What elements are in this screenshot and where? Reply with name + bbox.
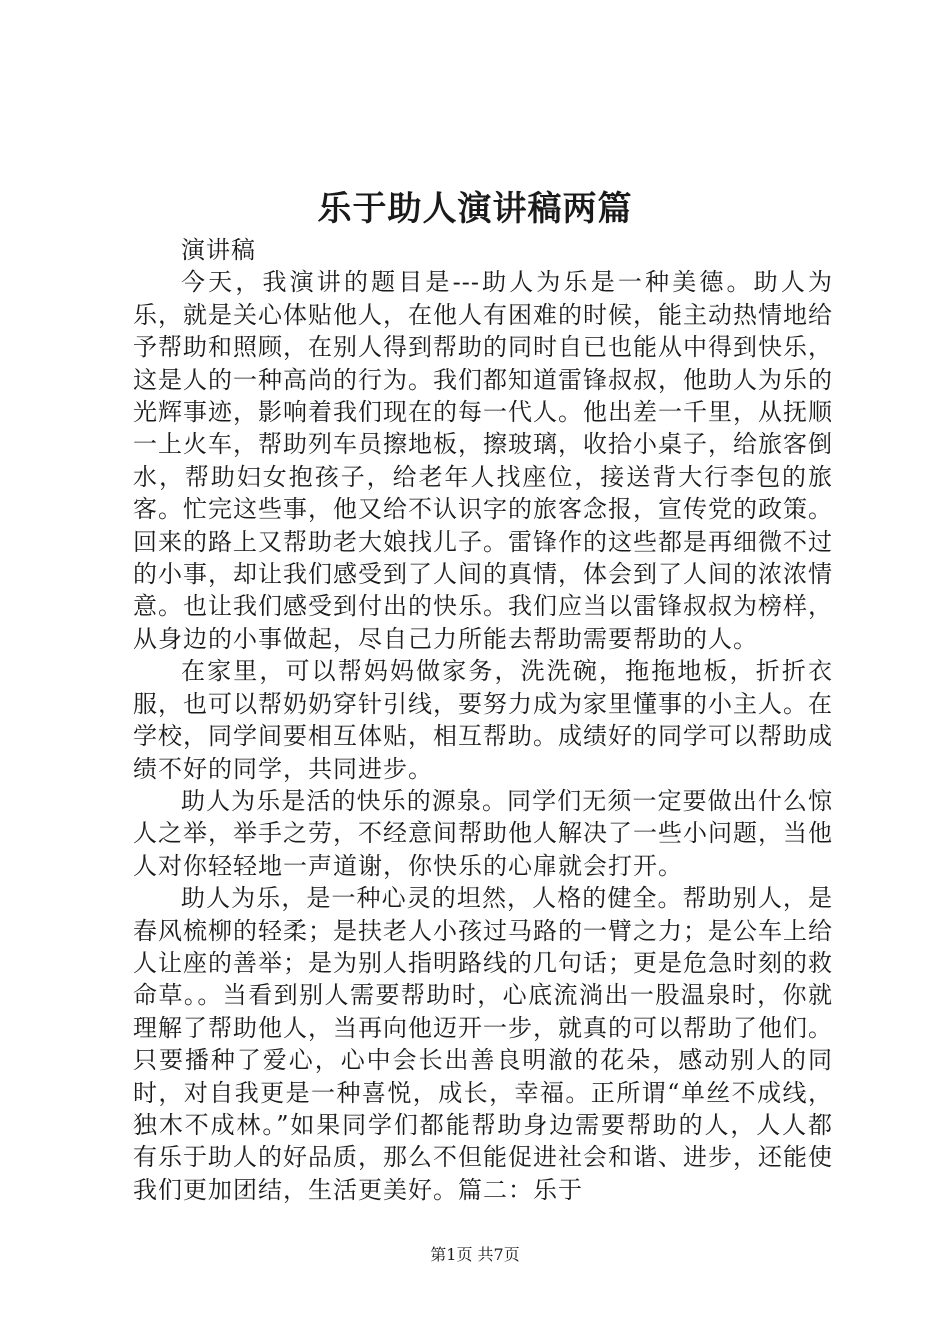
paragraph: 助人为乐是活的快乐的源泉。同学们无须一定要做出什么惊人之举，举手之劳，不经意间帮助他人解决了一些小问题，当他人对你轻轻地一声道谢，你快乐的心扉就会打开。: [133, 786, 833, 880]
document-body: [133, 234, 833, 1206]
paragraph: 今天，我演讲的题目是---助人为乐是一种美德。助人为乐，就是关心体贴他人，在他人有困难的时候，能主动热情地给予帮助和照顾，在别人得到帮助的同时自已也能从中得到快乐，这是人的一种高尚的行为。我们都知道雷锋叔叔，他助人为乐的光辉事迹，影响着我们现在的每一代人。他出差一千里，从抚顺一上火车，帮助列车员擦地板，擦玻璃，收拾小桌子，给旅客倒水，帮助妇女抱孩子，给老年人找座位，接送背大行李包的旅客。忙完这些事，他又给不认识字的旅客念报，宣传党的政策。回来的路上又帮助老大娘找儿子。雷锋作的这些都是再细微不过的小事，却让我们感受到了人间的真情，体会到了人间的浓浓情意。也让我们感受到付出的快乐。我们应当以雷锋叔叔为榜样，从身边的小事做起，尽自己力所能去帮助需要帮助的人。: [133, 268, 833, 653]
paragraph: 在家里，可以帮妈妈做家务，洗洗碗，拖拖地板，折折衣服，也可以帮奶奶穿针引线，要努力成为家里懂事的小主人。在学校，同学间要相互体贴，相互帮助。成绩好的同学可以帮助成绩不好的同学，共同进步。: [133, 657, 833, 783]
document-title: 乐于助人演讲稿两篇: [317, 189, 633, 229]
paragraph-heading: 演讲稿: [181, 236, 256, 264]
page-number-footer: 第1页 共7页: [430, 1245, 520, 1264]
paragraph: 助人为乐，是一种心灵的坦然，人格的健全。帮助别人，是春风梳柳的轻柔；是扶老人小孩过马路的一臂之力；是公车上给人让座的善举；是为别人指明路线的几句话；更是危急时刻的救命草。。当看到别人需要帮助时，心底流淌出一股温泉时，你就理解了帮助他人，当再向他迈开一步，就真的可以帮助了他们。只要播种了爱心，心中会长出善良明澈的花朵，感动别人的同时，对自我更是一种喜悦，成长，幸福。正所谓“单丝不成线，独木不成林。”如果同学们都能帮助身边需要帮助的人，人人都有乐于助人的好品质，那么不但能促进社会和谐、进步，还能使我们更加团结，生活更美好。篇二：乐于: [133, 884, 833, 1204]
